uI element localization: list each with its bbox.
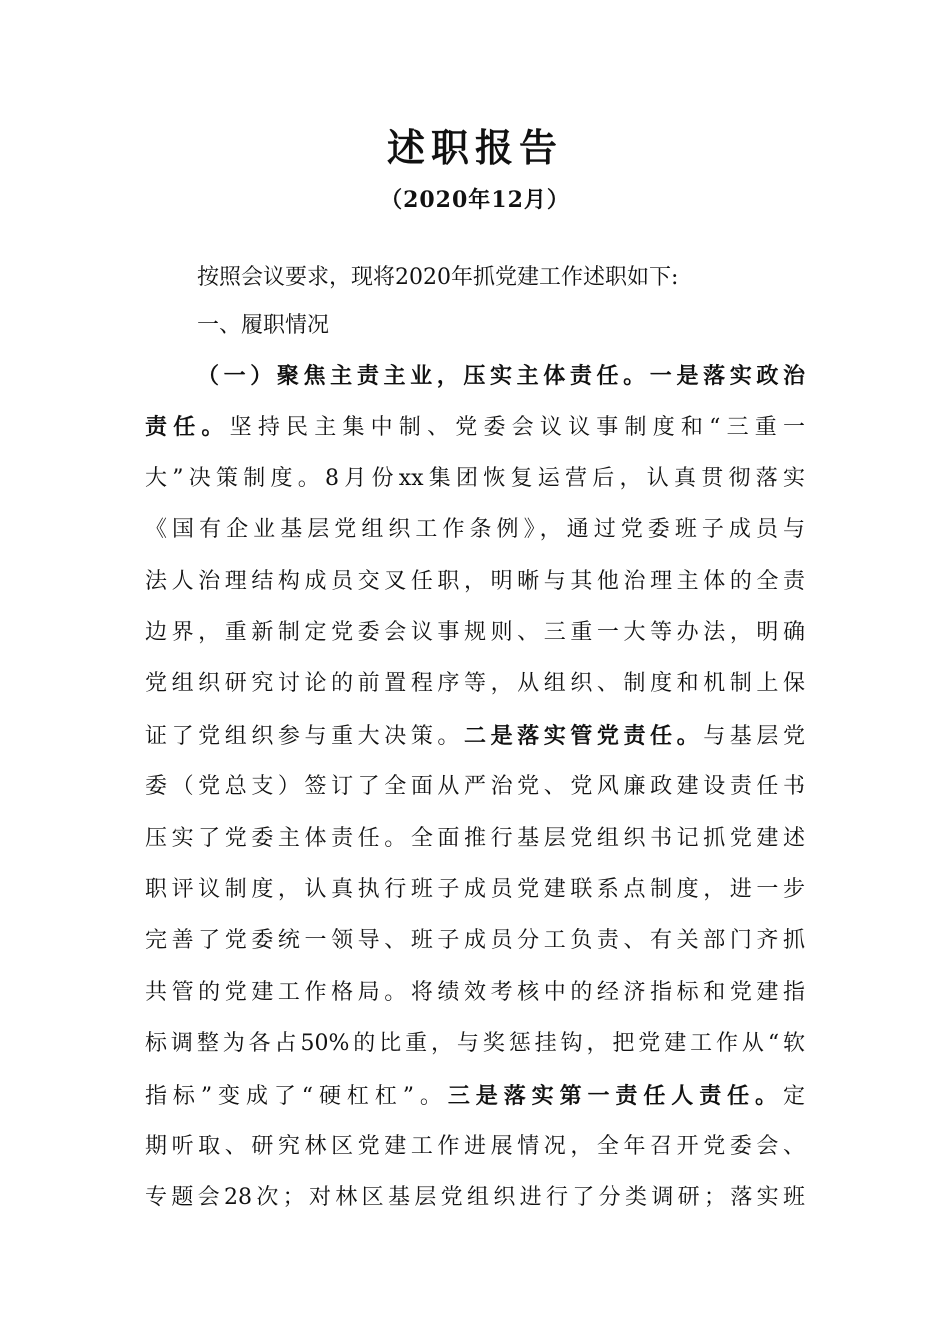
body-text-span: 委（党总支）签订了全面从严治党、党风廉政建设责任书 (145, 774, 805, 799)
body-text-span: 指标”变成了“硬杠杠”。 (145, 1084, 448, 1109)
body-text-span: 专题会28次；对林区基层党组织进行了分类调研；落实班 (145, 1185, 805, 1210)
body-text-span: 标调整为各占50%的比重，与奖惩挂钩，把党建工作从“软 (145, 1031, 805, 1056)
body-text-span: 职评议制度，认真执行班子成员党建联系点制度，进一步 (145, 877, 805, 902)
body-text-span: 《国有企业基层党组织工作条例》，通过党委班子成员与 (145, 517, 805, 542)
body-line (145, 1125, 805, 1169)
section-heading: 一、履职情况 (197, 313, 330, 338)
bold-text: 二是落实管党责任。 (463, 723, 704, 749)
body-line (145, 405, 805, 449)
bold-text: （一）聚焦主责主业，压实主体责任。一是落实政治 (197, 363, 805, 389)
document-date: （2020年12月） (380, 187, 570, 213)
body-text-span: 证了党组织参与重大决策。 (145, 724, 464, 749)
body-line (145, 714, 805, 758)
body-line (145, 1022, 805, 1066)
bold-text: 责任。 (145, 414, 230, 440)
body-line (145, 611, 805, 655)
body-line (145, 508, 805, 552)
body-line (145, 560, 805, 604)
body-line (145, 868, 805, 912)
body-text-span: 与基层党 (703, 724, 805, 749)
body-text-span: 大”决策制度。8月份xx集团恢复运营后，认真贯彻落实 (145, 466, 805, 491)
bold-text: 三是落实第一责任人责任。 (447, 1083, 783, 1109)
body-text-span: 党组织研究讨论的前置程序等，从组织、制度和机制上保 (145, 671, 805, 696)
body-text-span: 期听取、研究林区党建工作进展情况，全年召开党委会、 (145, 1134, 805, 1159)
body-text-span: 压实了党委主体责任。全面推行基层党组织书记抓党建述 (145, 826, 805, 851)
body-line (197, 354, 805, 398)
body-text-span: 坚持民主集中制、党委会议议事制度和“三重一 (229, 415, 805, 440)
intro-paragraph: 按照会议要求，现将2020年抓党建工作述职如下: (197, 265, 679, 290)
document-title: 述职报告 (386, 125, 563, 170)
body-line (145, 662, 805, 706)
body-line (145, 817, 805, 861)
body-line (145, 971, 805, 1015)
body-text-span: 定 (782, 1084, 805, 1109)
body-text-span: 共管的党建工作格局。将绩效考核中的经济指标和党建指 (145, 980, 805, 1005)
body-text-span: 完善了党委统一领导、班子成员分工负责、有关部门齐抓 (145, 928, 805, 953)
body-line (145, 765, 805, 809)
body-line (145, 919, 805, 963)
body-line (145, 457, 805, 501)
body-line (145, 1176, 805, 1220)
body-line (145, 1074, 805, 1118)
body-text-span: 法人治理结构成员交叉任职，明晰与其他治理主体的全责 (145, 569, 805, 594)
body-text-span: 边界，重新制定党委会议事规则、三重一大等办法，明确 (145, 620, 805, 645)
